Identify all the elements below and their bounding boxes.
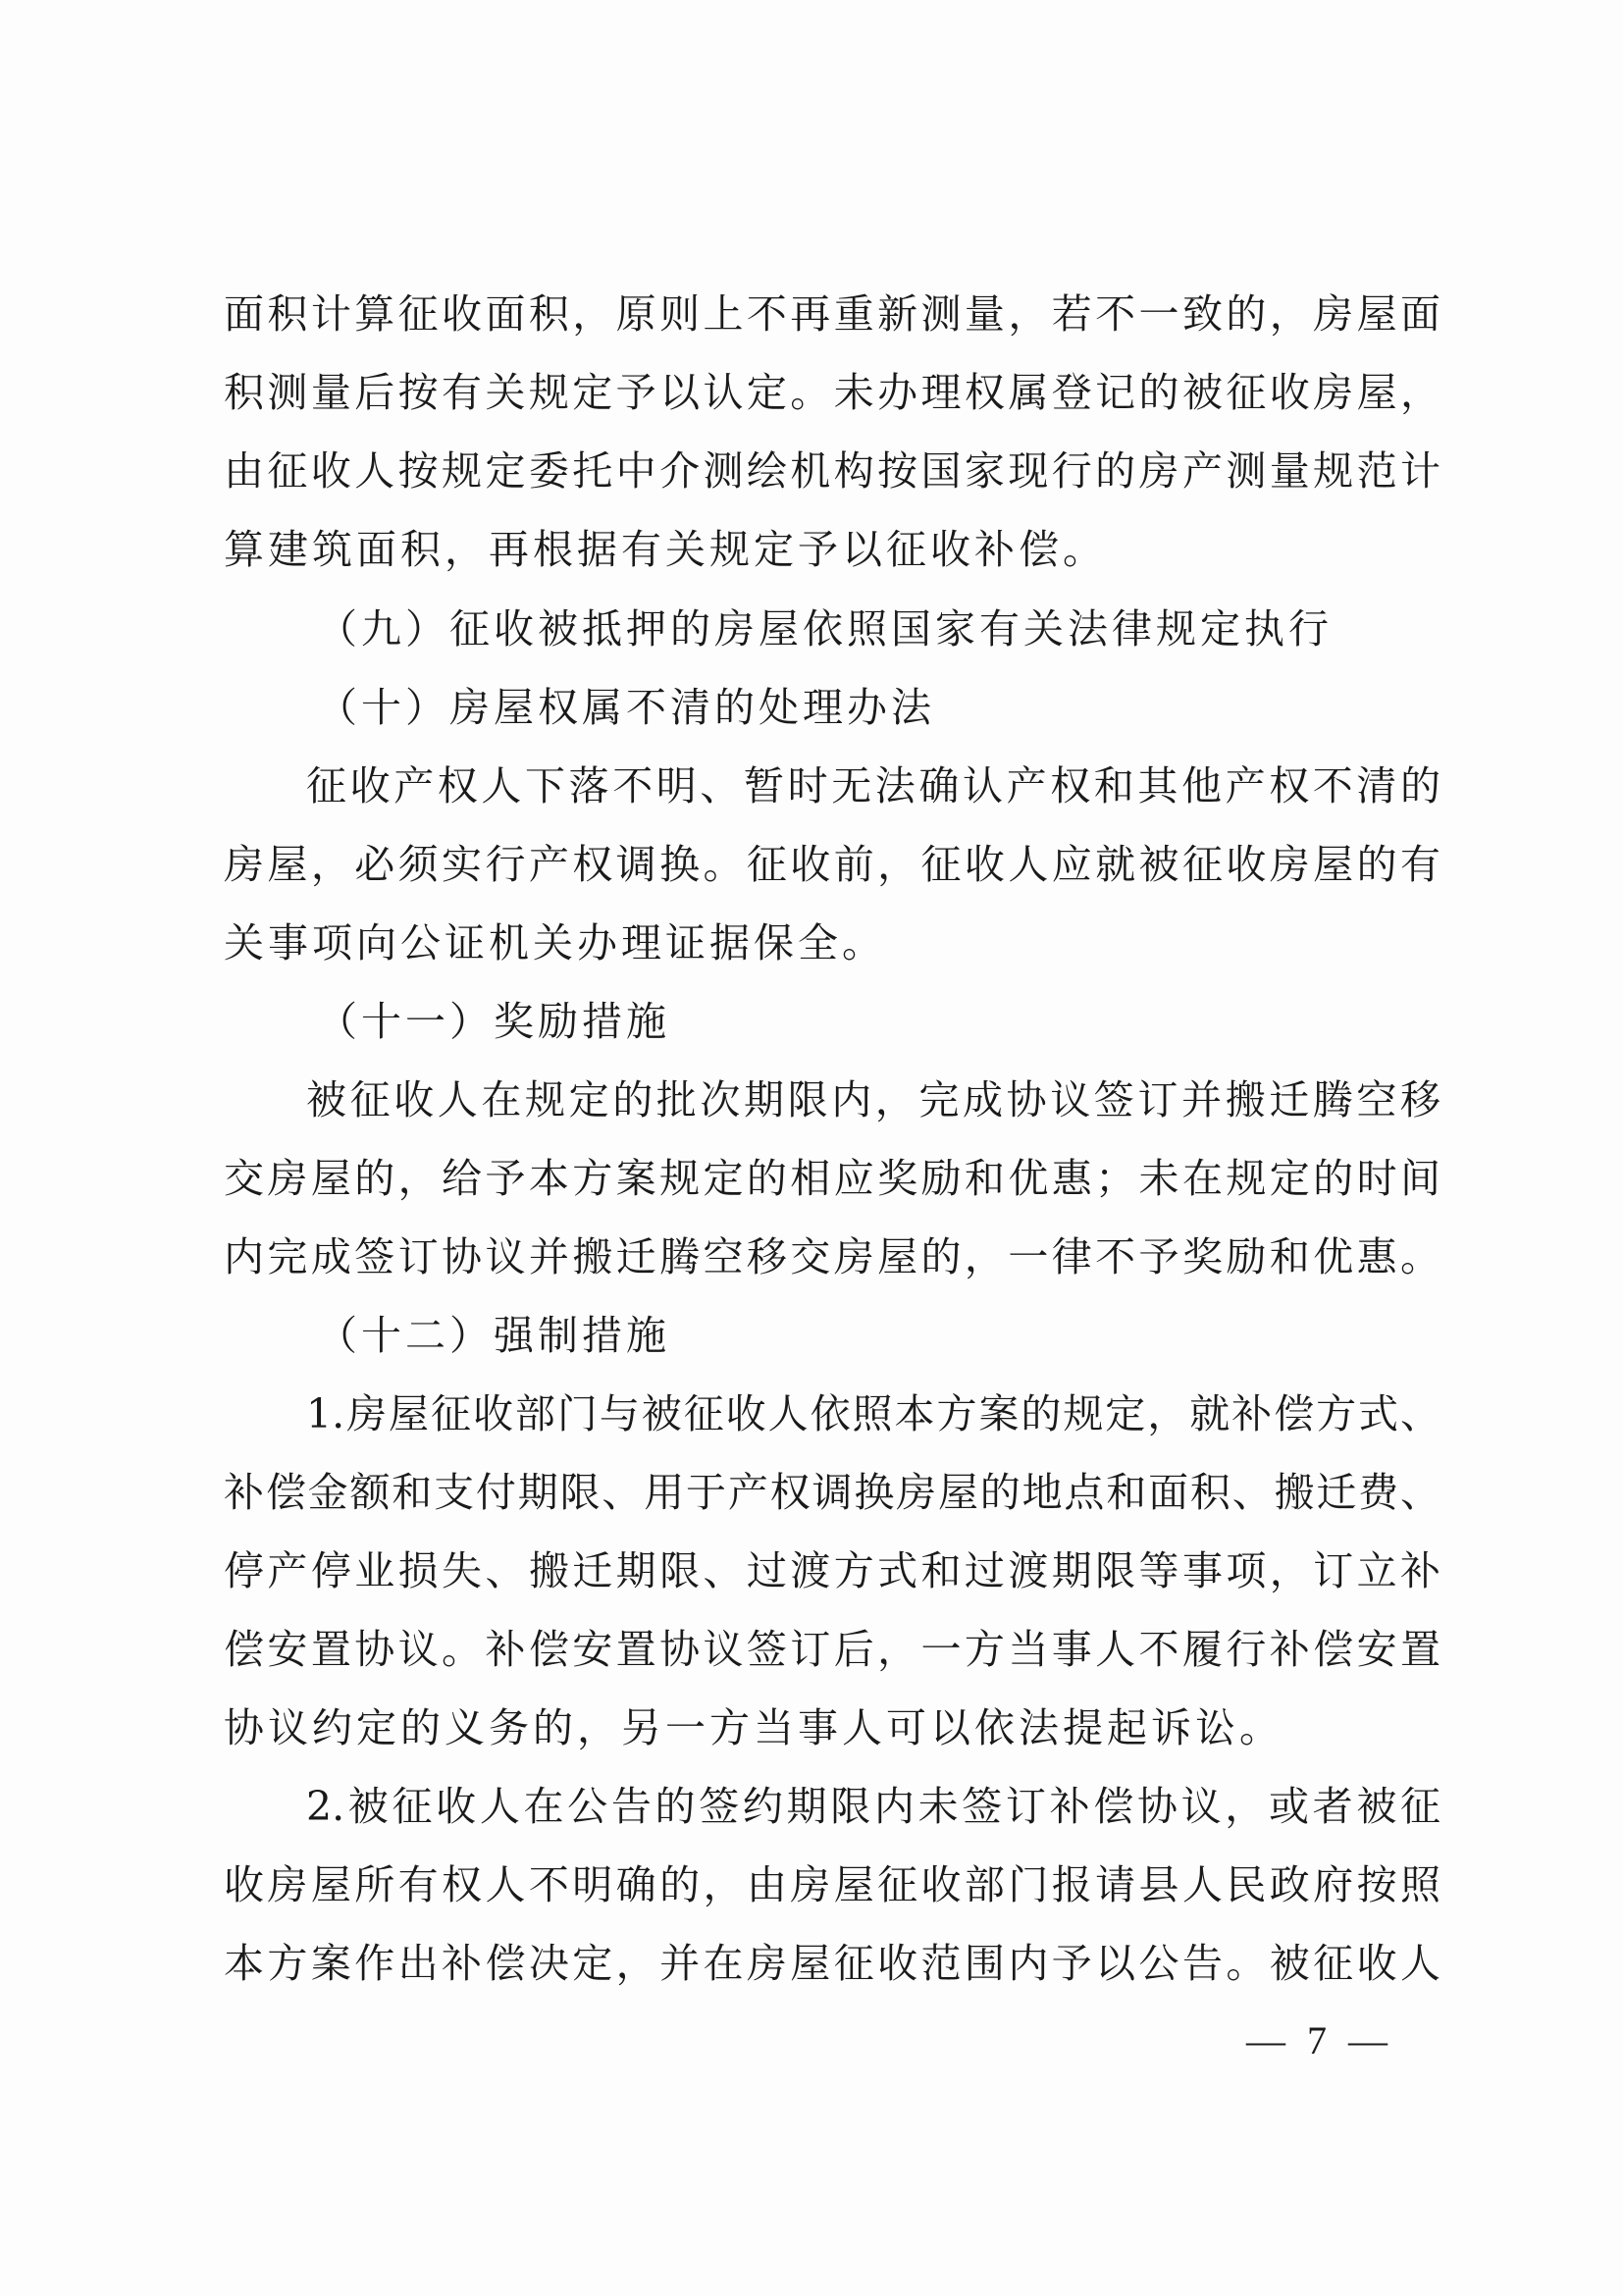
section-heading-9: （九）征收被抵押的房屋依照国家有关法律规定执行 — [317, 605, 1333, 652]
text-line: 协议约定的义务的，另一方当事人可以依法提起诉讼。 — [224, 1704, 1283, 1751]
text-line: 算建筑面积，再根据有关规定予以征收补偿。 — [224, 526, 1107, 573]
text-line: 停产停业损失、搬迁期限、过渡方式和过渡期限等事项，订立补 — [224, 1547, 1440, 1594]
text-line: 本方案作出补偿决定，并在房屋征收范围内予以公告。被征收人 — [224, 1940, 1440, 1987]
text-line: 征收产权人下落不明、暂时无法确认产权和其他产权不清的 — [306, 762, 1440, 809]
text-line: 关事项向公证机关办理证据保全。 — [224, 919, 886, 966]
section-heading-12: （十二）强制措施 — [317, 1312, 670, 1359]
text-line: 由征收人按规定委托中介测绘机构按国家现行的房产测量规范计 — [224, 447, 1440, 495]
text-line: 交房屋的，给予本方案规定的相应奖励和优惠；未在规定的时间 — [224, 1155, 1440, 1202]
text-line: 1.房屋征收部门与被征收人依照本方案的规定，就补偿方式、 — [306, 1390, 1440, 1437]
text-line: 2.被征收人在公告的签约期限内未签订补偿协议，或者被征 — [306, 1783, 1440, 1830]
text-line: 偿安置协议。补偿安置协议签订后，一方当事人不履行补偿安置 — [224, 1626, 1440, 1673]
page-number: — 7 — — [1246, 2018, 1393, 2062]
text-line: 积测量后按有关规定予以认定。未办理权属登记的被征收房屋， — [224, 369, 1440, 416]
text-line: 补偿金额和支付期限、用于产权调换房屋的地点和面积、搬迁费、 — [224, 1469, 1440, 1516]
text-line: 房屋，必须实行产权调换。征收前，征收人应就被征收房屋的有 — [224, 841, 1440, 888]
text-line: 内完成签订协议并搬迁腾空移交房屋的，一律不予奖励和优惠。 — [224, 1233, 1440, 1280]
section-heading-10: （十）房屋权属不清的处理办法 — [317, 684, 935, 731]
text-line: 被征收人在规定的批次期限内，完成协议签订并搬迁腾空移 — [306, 1076, 1440, 1123]
text-line: 面积计算征收面积，原则上不再重新测量，若不一致的，房屋面 — [224, 290, 1440, 338]
text-line: 收房屋所有权人不明确的，由房屋征收部门报请县人民政府按照 — [224, 1861, 1440, 1908]
section-heading-11: （十一）奖励措施 — [317, 998, 670, 1045]
